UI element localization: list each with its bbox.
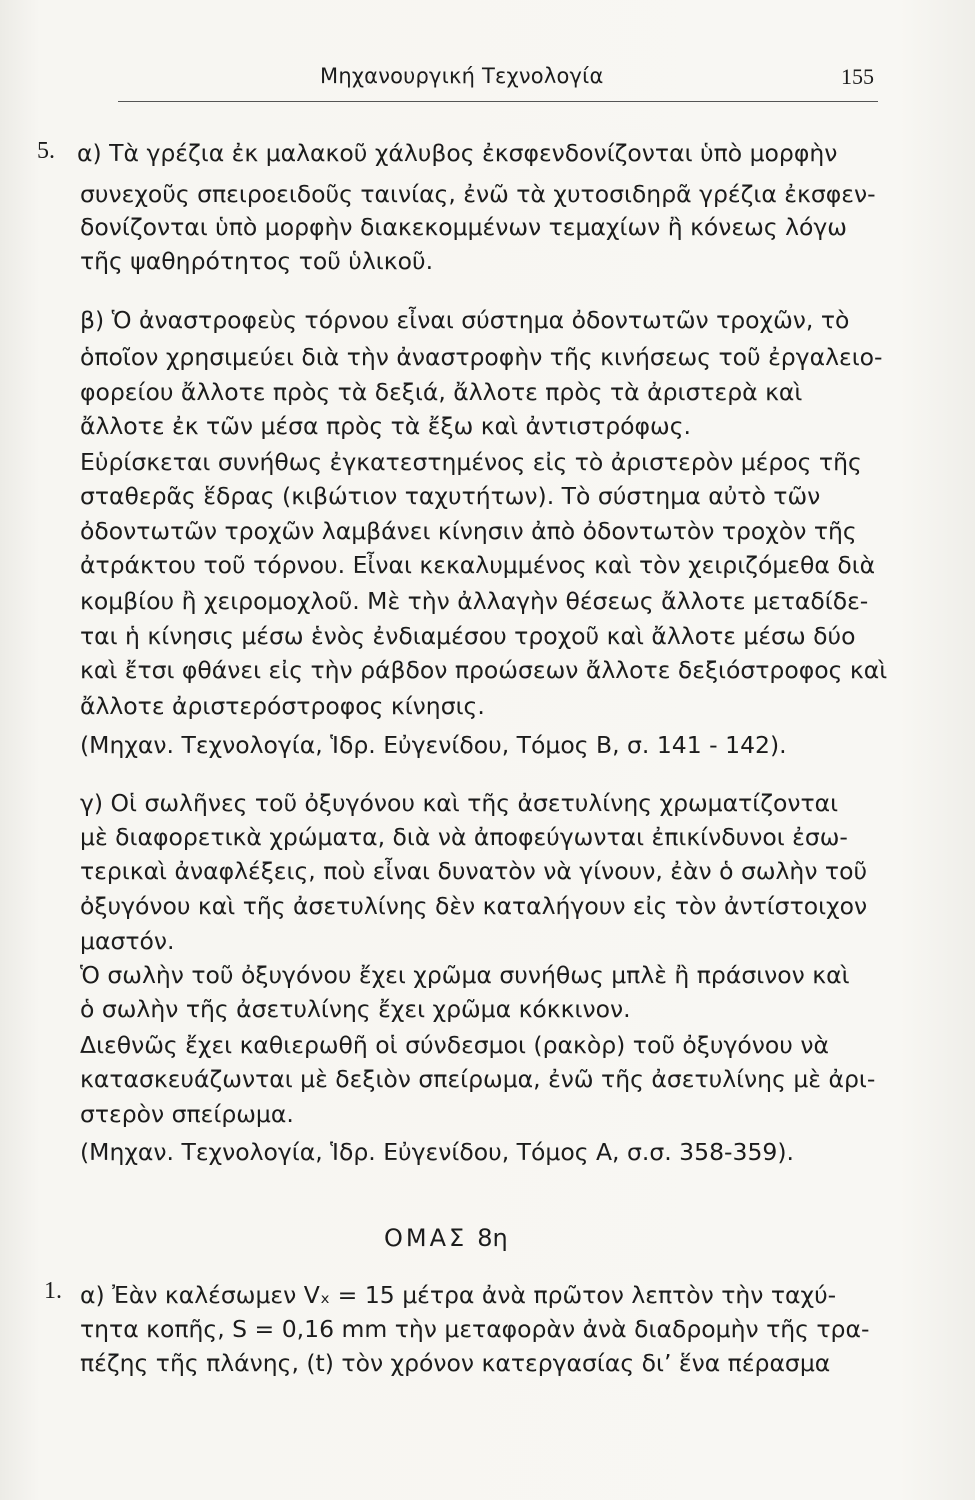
text-line: κομβίου ἢ χειρομοχλοῦ. Μὲ τὴν ἀλλαγὴν θέσεως ἄλλοτε μεταδίδε- <box>80 587 869 615</box>
group-heading-number: 8η <box>477 1224 508 1252</box>
text-line: τητα κοπῆς, S = 0,16 mm τὴν μεταφορὰν ἀνὰ διαδρομὴν τῆς τρα- <box>80 1315 870 1343</box>
text-line: σταθερᾶς ἕδρας (κιβώτιον ταχυτήτων). Τὸ σύστημα αὐτὸ τῶν <box>80 482 821 510</box>
text-line: α) Ἐὰν καλέσωμεν Vₓ = 15 μέτρα ἀνὰ πρῶτον λεπτὸν τὴν ταχύ- <box>80 1281 837 1309</box>
header-rule <box>118 101 878 102</box>
text-line: ἄλλοτε ἐκ τῶν μέσα πρὸς τὰ ἔξω καὶ ἀντιστρόφως. <box>80 412 691 440</box>
text-line: καὶ ἔτσι φθάνει εἰς τὴν ράβδον προώσεων ἄλλοτε δεξιόστροφος καὶ <box>80 656 888 684</box>
text-line: ἄλλοτε ἀριστερόστροφος κίνησις. <box>80 692 485 720</box>
page-number: 155 <box>841 64 874 89</box>
running-title: Μηχανουργική Τεχνολογία <box>320 64 604 88</box>
section-number-5: 5. <box>37 138 55 164</box>
section-number-1: 1. <box>44 1278 62 1304</box>
text-line: ὀξυγόνου καὶ τῆς ἀσετυλίνης δὲν καταλήγουν εἰς τὸν ἀντίστοιχον <box>80 892 868 920</box>
text-line: β) Ὁ ἀναστροφεὺς τόρνου εἶναι σύστημα ὀδοντωτῶν τροχῶν, τὸ <box>80 306 850 334</box>
text-line: δονίζονται ὑπὸ μορφὴν διακεκομμένων τεμαχίων ἢ κόνεως λόγω <box>80 213 847 241</box>
text-line: μὲ διαφορετικὰ χρώματα, διὰ νὰ ἀποφεύγωνται ἐπικίνδυνοι ἐσω- <box>80 823 848 851</box>
text-line: φορείου ἄλλοτε πρὸς τὰ δεξιά, ἄλλοτε πρὸς τὰ ἀριστερὰ καὶ <box>80 378 803 406</box>
text-line: ἀτράκτου τοῦ τόρνου. Εἶναι κεκαλυμμένος καὶ τὸν χειριζόμεθα διὰ <box>80 551 876 579</box>
group-heading <box>384 1224 508 1252</box>
text-line: α) Τὰ γρέζια ἐκ μαλακοῦ χάλυβος ἐκσφενδονίζονται ὑπὸ μορφὴν <box>77 139 838 167</box>
text-line: πέζης τῆς πλάνης, (t) τὸν χρόνον κατεργασίας δι’ ἕνα πέρασμα <box>80 1349 831 1377</box>
text-line: ὁ σωλὴν τῆς ἀσετυλίνης ἔχει χρῶμα κόκκινον. <box>80 995 631 1023</box>
text-line: τερικαὶ ἀναφλέξεις, ποὺ εἶναι δυνατὸν νὰ γίνουν, ἐὰν ὁ σωλὴν τοῦ <box>80 857 868 885</box>
text-line: Ὁ σωλὴν τοῦ ὀξυγόνου ἔχει χρῶμα συνήθως μπλὲ ἢ πράσινον καὶ <box>80 961 850 989</box>
text-line: γ) Οἱ σωλῆνες τοῦ ὀξυγόνου καὶ τῆς ἀσετυλίνης χρωματίζονται <box>80 789 839 817</box>
text-line: τῆς ψαθηρότητος τοῦ ὑλικοῦ. <box>80 247 434 275</box>
text-line: στερὸν σπείρωμα. <box>80 1100 294 1128</box>
citation-line: (Μηχαν. Τεχνολογία, Ἱδρ. Εὐγενίδου, Τόμος Β, σ. 141 - 142). <box>80 731 787 759</box>
text-line: ὀδοντωτῶν τροχῶν λαμβάνει κίνησιν ἀπὸ ὀδοντωτὸν τροχὸν τῆς <box>80 517 857 545</box>
text-line: ται ἡ κίνησις μέσω ἑνὸς ἐνδιαμέσου τροχοῦ καὶ ἄλλοτε μέσω δύο <box>80 622 856 650</box>
text-line: Διεθνῶς ἔχει καθιερωθῆ οἱ σύνδεσμοι (ρακὸρ) τοῦ ὀξυγόνου νὰ <box>80 1031 829 1059</box>
text-line: συνεχοῦς σπειροειδοῦς ταινίας, ἐνῶ τὰ χυτοσιδηρᾶ γρέζια ἐκσφεν- <box>80 180 876 208</box>
text-line: κατασκευάζωνται μὲ δεξιὸν σπείρωμα, ἐνῶ τῆς ἀσετυλίνης μὲ ἀρι- <box>80 1065 876 1093</box>
text-line: ὁποῖον χρησιμεύει διὰ τὴν ἀναστροφὴν τῆς κινήσεως τοῦ ἐργαλειο- <box>80 343 883 371</box>
group-heading-label: ΟΜΑΣ <box>384 1224 468 1252</box>
text-line: μαστόν. <box>80 927 175 955</box>
citation-line: (Μηχαν. Τεχνολογία, Ἱδρ. Εὐγενίδου, Τόμος Α, σ.σ. 358-359). <box>80 1138 794 1166</box>
text-line: Εὑρίσκεται συνήθως ἐγκατεστημένος εἰς τὸ ἀριστερὸν μέρος τῆς <box>80 448 862 476</box>
